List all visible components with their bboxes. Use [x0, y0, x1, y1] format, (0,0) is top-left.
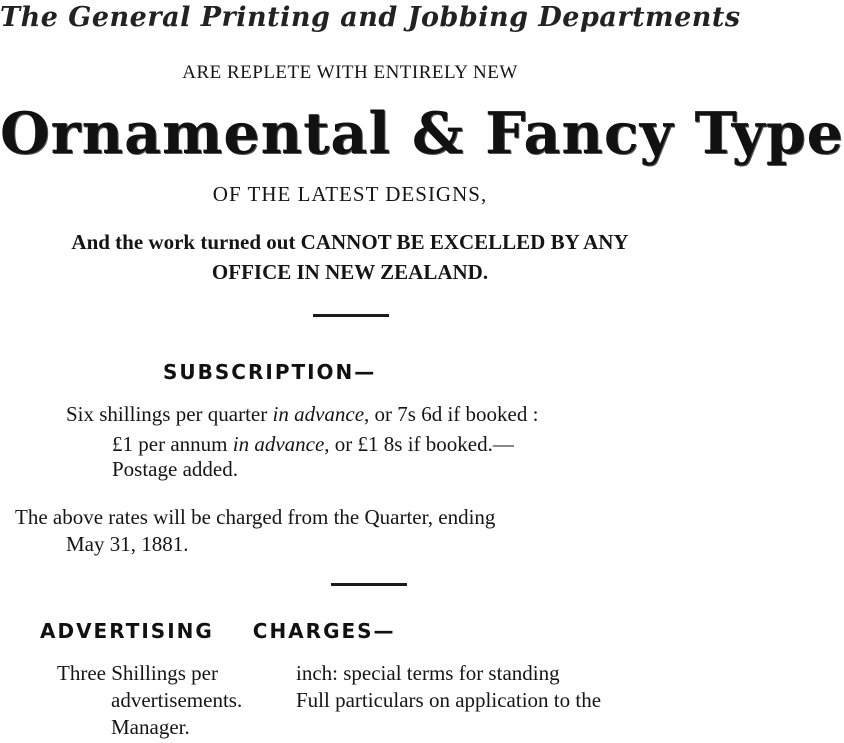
subscription-heading: SUBSCRIPTION—: [163, 360, 377, 384]
replete-line: ARE REPLETE WITH ENTIRELY NEW: [182, 62, 518, 83]
advertising-rate-line: Three Shillings per: [57, 661, 218, 685]
advertising-advertisements-line: advertisements.: [111, 688, 243, 712]
advertising-manager-line: Manager.: [111, 715, 190, 739]
printing-departments-heading: The General Printing and Jobbing Departments: [0, 2, 741, 33]
latest-designs-line: OF THE LATEST DESIGNS,: [212, 182, 488, 206]
rates-notice-line: The above rates will be charged from the Quarter, ending: [15, 505, 496, 529]
subscription-annum-line: £1 per annum in advance, or £1 8s if booked.—: [112, 432, 514, 456]
section-divider: [331, 583, 407, 586]
subscription-postage-line: Postage added.: [112, 457, 238, 481]
advertising-particulars-line: Full particulars on application to the: [296, 688, 602, 712]
rates-date-line: May 31, 1881.: [66, 532, 189, 556]
subscription-quarter-line: Six shillings per quarter in advance, or 7s 6d if booked :: [66, 402, 539, 426]
ornamental-fancy-type-heading: Ornamental & Fancy Type: [0, 100, 844, 167]
cannot-be-excelled-line: And the work turned out CANNOT BE EXCELLED BY ANY: [71, 230, 629, 254]
new-zealand-line: OFFICE IN NEW ZEALAND.: [211, 260, 489, 284]
advertising-charges-heading: ADVERTISING CHARGES—: [40, 619, 396, 643]
advertising-special-terms-line: inch: special terms for standing: [296, 661, 560, 685]
section-divider: [313, 314, 389, 317]
